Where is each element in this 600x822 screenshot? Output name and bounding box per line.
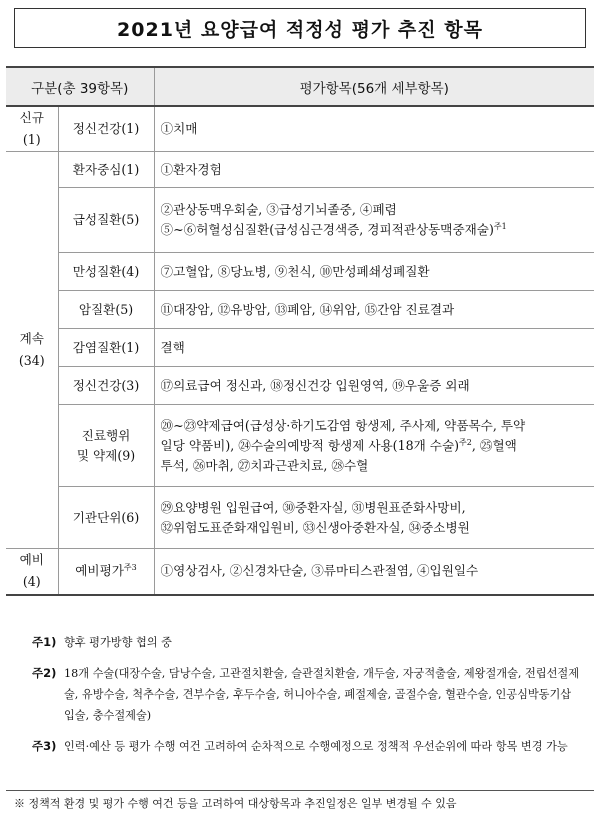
- page-title: 2021년 요양급여 적정성 평가 추진 항목: [14, 8, 586, 48]
- footnote-marker: 주3: [123, 563, 137, 573]
- table-row: [6, 367, 594, 405]
- items-line: 투석, ㉖마취, ㉗치과근관치료, ㉘수혈: [160, 457, 369, 473]
- items-cell: ①치매: [154, 106, 594, 152]
- footnote-text: 인력·예산 등 평가 수행 여건 고려하여 순차적으로 수행예정으로 정책적 우선순위에 따라 항목 변경 가능: [64, 740, 568, 753]
- footnote: [32, 736, 580, 757]
- table-row: [6, 487, 594, 549]
- items-line: ㉙요양병원 입원급여, ㉚중환자실, ㉛병원표준화사망비,: [160, 499, 466, 515]
- subcategory: 암질환(5): [58, 291, 154, 329]
- header-category: 구분(총 39항목): [6, 67, 154, 106]
- subcategory-text: 예비평가: [75, 563, 124, 579]
- subcategory: 정신건강(1): [58, 106, 154, 152]
- subcategory: 정신건강(3): [58, 367, 154, 405]
- category-new: 신규(1): [6, 106, 58, 152]
- table-header-row: [6, 67, 594, 106]
- footer-note: ※ 정책적 환경 및 평가 수행 여건 등을 고려하여 대상항목과 추진일정은 일부 변경될 수 있음: [14, 797, 457, 810]
- footnotes: [32, 632, 580, 767]
- items-cell: 결핵: [154, 329, 594, 367]
- subcategory: 만성질환(4): [58, 253, 154, 291]
- category-count: (34): [18, 353, 45, 368]
- items-text: ⑤~⑥허혈성심질환(급성심근경색증, 경피적관상동맥중재술): [160, 222, 494, 237]
- subcategory: 감염질환(1): [58, 329, 154, 367]
- items-cell: ①영상검사, ②신경차단술, ③류마티스관절염, ④입원일수: [154, 549, 594, 595]
- footnote-text: 18개 수술(대장수술, 담낭수술, 고관절치환술, 슬관절치환술, 개두술, 자궁적출술, 제왕절개술, 전립선절제술, 유방수술, 척추수술, 견부수술, 후두수술, 허니아수술, 폐절제술, 골절수술, 혈관수술, 인공심박동기삽입술, 충수절제술): [64, 667, 580, 722]
- table-row: [6, 329, 594, 367]
- footnote-label: 주3): [32, 739, 57, 753]
- subcategory: [58, 405, 154, 487]
- header-items: 평가항목(56개 세부항목): [154, 67, 594, 106]
- category-continuing: [6, 152, 58, 549]
- subcategory: 기관단위(6): [58, 487, 154, 549]
- items-text: , ㉕혈액: [471, 437, 517, 453]
- category-label: 계속: [19, 331, 44, 346]
- table-row: [6, 405, 594, 487]
- footnote-label: 주2): [32, 666, 57, 680]
- footer-divider: [6, 790, 594, 791]
- footnote: [32, 632, 580, 653]
- category-label: 예비: [19, 552, 44, 568]
- subcategory: 환자중심(1): [58, 152, 154, 188]
- table-row: [6, 152, 594, 188]
- subcategory: [58, 549, 154, 595]
- subcategory: 급성질환(5): [58, 188, 154, 253]
- items-line: [161, 436, 589, 456]
- items-cell: ⑪대장암, ⑫유방암, ⑬폐암, ⑭위암, ⑮간암 진료결과: [154, 291, 594, 329]
- footnote-text: 향후 평가방향 협의 중: [64, 636, 172, 649]
- subcategory-line: 및 약제(9): [76, 447, 136, 463]
- table-row: [6, 106, 594, 152]
- table-row: [6, 291, 594, 329]
- evaluation-items-table: [6, 66, 594, 596]
- items-line: ㉜위험도표준화재입원비, ㉝신생아중환자실, ㉞중소병원: [160, 519, 470, 535]
- table-row: [6, 549, 594, 595]
- items-cell: ①환자경험: [154, 152, 594, 188]
- items-line: ②관상동맥우회술, ③급성기뇌졸중, ④폐렴: [160, 202, 397, 217]
- subcategory-line: 진료행위: [81, 427, 131, 443]
- items-cell: [154, 487, 594, 549]
- items-cell: [154, 188, 594, 253]
- category-reserve: [6, 549, 58, 595]
- footnote-marker: 주2: [459, 437, 472, 447]
- items-cell: ⑰의료급여 정신과, ⑱정신건강 입원영역, ⑲우울증 외래: [154, 367, 594, 405]
- footnote-marker: 주1: [493, 221, 507, 231]
- items-cell: [154, 405, 594, 487]
- items-cell: ⑦고혈압, ⑧당뇨병, ⑨천식, ⑩만성폐쇄성폐질환: [154, 253, 594, 291]
- items-text: 일당 약품비), ㉔수술의예방적 항생제 사용(18개 수술): [160, 437, 460, 453]
- category-count: (4): [22, 574, 41, 590]
- footnote: [32, 663, 580, 726]
- footnote-label: 주1): [32, 635, 57, 649]
- table-row: [6, 188, 594, 253]
- table-row: [6, 253, 594, 291]
- items-line: [161, 220, 589, 240]
- items-line: ⑳~㉓약제급여(급성상·하기도감염 항생제, 주사제, 약품목수, 투약: [160, 417, 526, 433]
